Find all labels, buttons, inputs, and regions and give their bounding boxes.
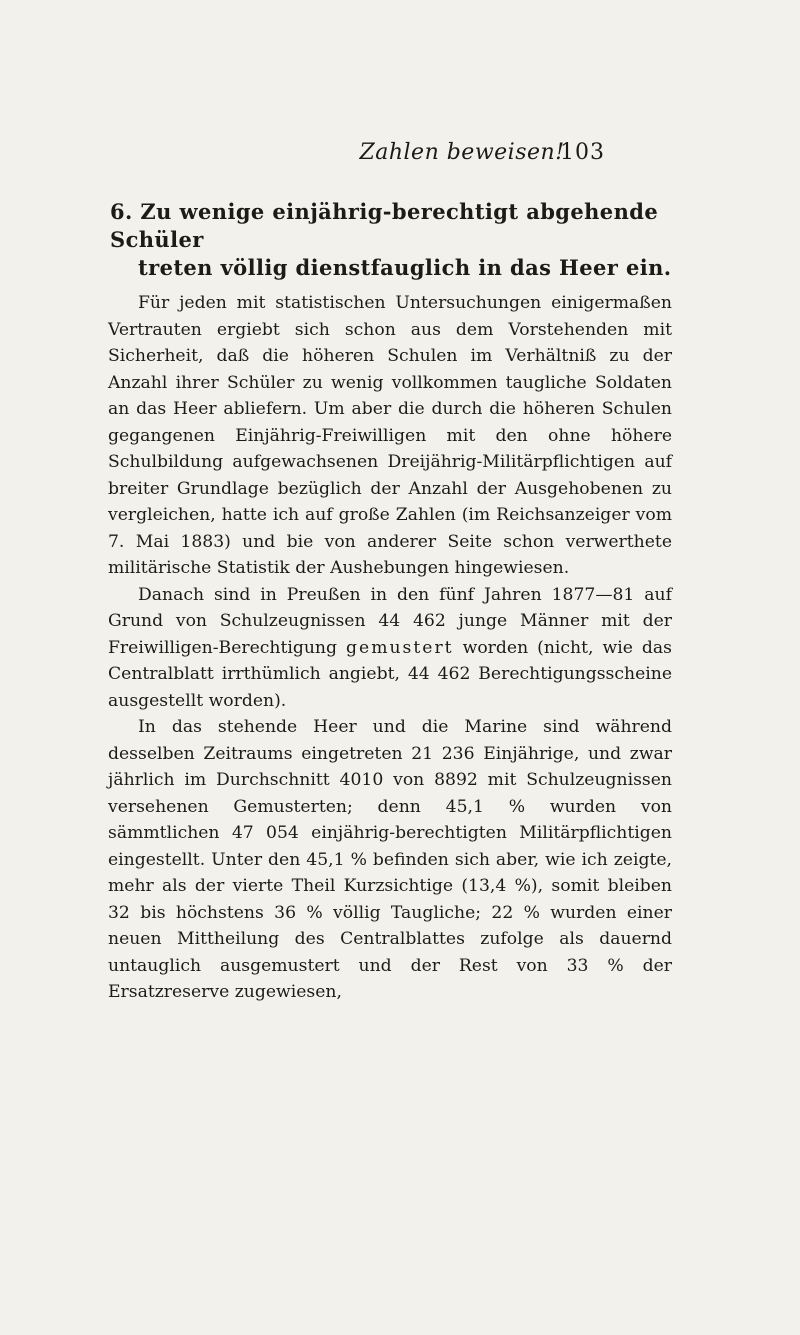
- emphasized-word: gemustert: [346, 637, 454, 658]
- page-number: 103: [560, 140, 605, 165]
- body-text: [108, 290, 672, 1006]
- running-title: Zahlen beweisen!: [359, 140, 565, 165]
- section-heading-line-2: treten völlig dienstfauglich in das Heer ein.: [138, 255, 672, 280]
- running-header: [0, 140, 800, 170]
- paragraph-1: Für jeden mit statistischen Untersuchungen einigermaßen Vertrauten ergiebt sich schon aus dem Vorstehenden mit Sicherheit, daß die höheren Schulen im Verhältniß zu der Anzahl ihrer Schüler zu wenig vollkommen taugliche Soldaten an das Heer abliefern. Um aber die durch die höheren Schulen gegangenen Einjährig-Freiwilligen mit den ohne höhere Schulbildung aufgewachsenen Dreijährig-Militärpflichtigen auf breiter Grundlage bezüglich der Anzahl der Ausgehobenen zu vergleichen, hatte ich auf große Zahlen (im Reichsanzeiger vom 7. Mai 1883) und bie von anderer Seite schon verwerthete militärische Statistik der Aushebungen hingewiesen.: [108, 293, 672, 578]
- paragraph-2-end: worden (nicht, wie das Centralblatt irrthümlich angiebt, 44 462 Berechtigungsscheine ausgestellt worden).: [108, 637, 672, 711]
- section-heading: [110, 198, 710, 282]
- section-heading-line-1: 6. Zu wenige einjährig-berechtigt abgehende Schüler: [110, 199, 659, 252]
- paragraph-2: [108, 582, 672, 715]
- paragraph-3: In das stehende Heer und die Marine sind während desselben Zeitraums eingetreten 21 236 Einjährige, und zwar jährlich im Durchschnitt 4010 von 8892 mit Schulzeugnissen versehenen Gemusterten; denn 45,1 % wurden von sämmtlichen 47 054 einjährig-berechtigten Militärpflichtigen eingestellt. Unter den 45,1 % befinden sich aber, wie ich zeigte, mehr als der vierte Theil Kurzsichtige (13,4 %), somit bleiben 32 bis höchstens 36 % völlig Taugliche; 22 % wurden einer neuen Mittheilung des Centralblattes zufolge als dauernd untauglich ausgemustert und der Rest von 33 % der Ersatzreserve zugewiesen,: [108, 717, 672, 1002]
- paragraph-2-start: Danach sind in Preußen in den fünf Jahren 1877—81 auf Grund von Schulzeugnissen 44 462 junge Männer mit der Freiwilligen-Berechtigung: [108, 584, 672, 658]
